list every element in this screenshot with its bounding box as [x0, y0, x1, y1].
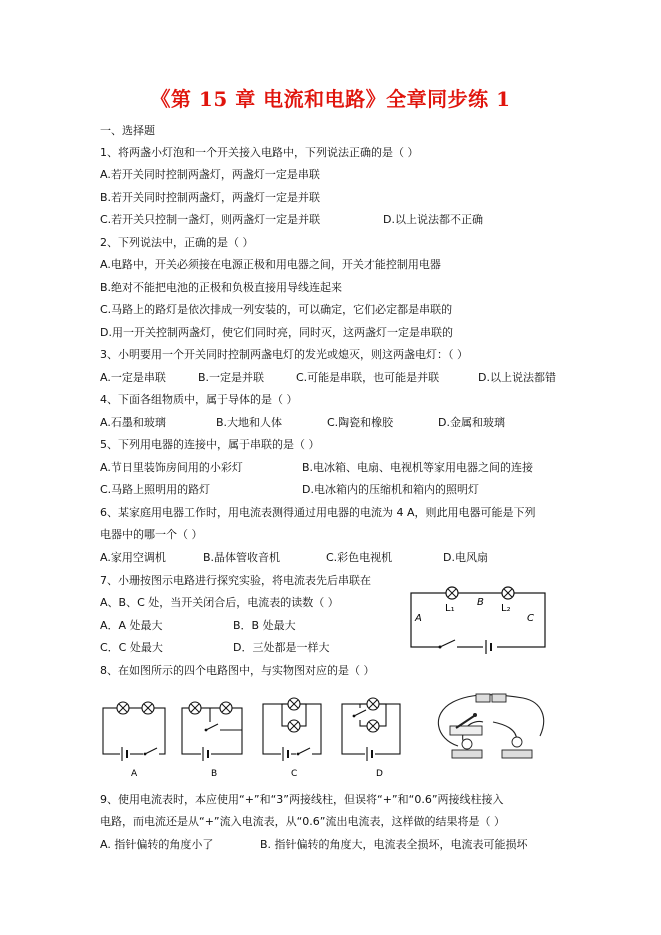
q2-stem: 2、下列说法中，正确的是（ ） [100, 236, 254, 249]
q9-stem-line2: 电路，而电流还是从“+”流入电流表，从“0.6”流出电流表，这样做的结果将是（ ） [100, 815, 505, 828]
q6-option-b: B.晶体管收音机 [203, 551, 281, 564]
q8-circuit-options [98, 690, 403, 785]
q3-option-d: D.以上说法都错 [478, 371, 556, 384]
q7-option-b: B．B 处最大 [233, 619, 296, 632]
circuit-option-c [263, 698, 321, 763]
q6-stem-line1: 6、某家庭用电器工作时，用电流表测得通过用电器的电流为 4 A，则此用电器可能是下列 [100, 506, 536, 519]
q3-option-b: B.一定是并联 [198, 371, 265, 384]
q7-option-a: A．A 处最大 [100, 619, 163, 632]
knife-switch-icon [450, 713, 482, 735]
circuit-label-c: C [291, 769, 298, 779]
q8-physical-circuit-photo [428, 684, 550, 768]
q4-option-a: A.石墨和玻璃 [100, 416, 166, 429]
q7-option-c: C．C 处最大 [100, 641, 163, 654]
q2-option-b: B.绝对不能把电池的正极和负极直接用导线连起来 [100, 281, 343, 294]
q3-option-c: C.可能是串联，也可能是并联 [296, 371, 440, 384]
lamp-l2-icon [502, 587, 514, 599]
switch-icon [439, 640, 458, 652]
q4-stem: 4、下面各组物质中，属于导体的是（ ） [100, 393, 298, 406]
q2-option-c: C.马路上的路灯是依次排成一列安装的，可以确定，它们必定都是串联的 [100, 303, 453, 316]
circuit-option-a [103, 702, 165, 763]
q5-option-c: C.马路上照明用的路灯 [100, 483, 211, 496]
q9-option-b: B. 指针偏转的角度大，电流表全损坏，电流表可能损坏 [260, 838, 528, 851]
q2-option-a: A.电路中，开关必须接在电源正极和用电器之间，开关才能控制用电器 [100, 258, 441, 271]
battery-icon [483, 639, 497, 655]
q2-option-d: D.用一开关控制两盏灯，使它们同时亮，同时灭，这两盏灯一定是串联的 [100, 326, 453, 339]
q7-stem-line2: A、B、C 处，当开关闭合后，电流表的读数（ ） [100, 596, 339, 609]
q6-stem-line2: 电器中的哪一个（ ） [100, 528, 203, 541]
q5-stem: 5、下列用电器的连接中，属于串联的是（ ） [100, 438, 320, 451]
lamp-l1-icon [446, 587, 458, 599]
q8-stem: 8、在如图所示的四个电路图中，与实物图对应的是（ ） [100, 664, 375, 677]
q7-label-l1: L₁ [445, 603, 455, 614]
q4-option-d: D.金属和玻璃 [438, 416, 505, 429]
q3-option-a: A.一定是串联 [100, 371, 166, 384]
q5-option-d: D.电冰箱内的压缩机和箱内的照明灯 [302, 483, 479, 496]
q9-stem-line1: 9、使用电流表时，本应使用“+”和“3”两接线柱，但误将“+”和“0.6”两接线柱接入 [100, 793, 504, 806]
q6-option-c: C.彩色电视机 [326, 551, 393, 564]
q7-stem-line1: 7、小珊按图示电路进行探究实验，将电流表先后串联在 [100, 574, 371, 587]
q9-option-a: A. 指针偏转的角度小了 [100, 838, 214, 851]
q7-label-l2: L₂ [501, 603, 511, 614]
circuit-option-b [182, 702, 242, 763]
q7-circuit-diagram [405, 581, 555, 663]
q1-option-b: B.若开关同时控制两盏灯，两盏灯一定是并联 [100, 191, 321, 204]
circuit-label-a: A [131, 769, 138, 779]
circuit-label-d: D [376, 769, 383, 779]
q4-option-c: C.陶瓷和橡胶 [327, 416, 394, 429]
q1-option-a: A.若开关同时控制两盏灯，两盏灯一定是串联 [100, 168, 320, 181]
circuit-label-b: B [211, 769, 218, 779]
q7-label-b: B [477, 597, 484, 608]
q1-option-c: C.若开关只控制一盏灯，则两盏灯一定是并联 [100, 213, 321, 226]
circuit-option-d [342, 698, 400, 763]
q4-option-b: B.大地和人体 [216, 416, 283, 429]
q1-stem: 1、将两盏小灯泡和一个开关接入电路中，下列说法正确的是（ ） [100, 146, 419, 159]
q7-label-a: A [415, 613, 422, 624]
q1-option-d: D.以上说法都不正确 [383, 213, 483, 226]
q7-option-d: D．三处都是一样大 [233, 641, 330, 654]
q6-option-d: D.电风扇 [443, 551, 488, 564]
q5-option-b: B.电冰箱、电扇、电视机等家用电器之间的连接 [302, 461, 534, 474]
q3-stem: 3、小明要用一个开关同时控制两盏电灯的发光或熄灭，则这两盏电灯：（ ） [100, 348, 468, 361]
bulb-holder-left-icon [452, 739, 482, 758]
q6-option-a: A.家用空调机 [100, 551, 166, 564]
section-heading: 一、选择题 [100, 124, 155, 137]
q7-label-c: C [527, 613, 534, 624]
page-title: 《第 15 章 电流和电路》全章同步练 1 [150, 87, 511, 111]
q5-option-a: A.节日里装饰房间用的小彩灯 [100, 461, 243, 474]
bulb-holder-right-icon [502, 737, 532, 758]
